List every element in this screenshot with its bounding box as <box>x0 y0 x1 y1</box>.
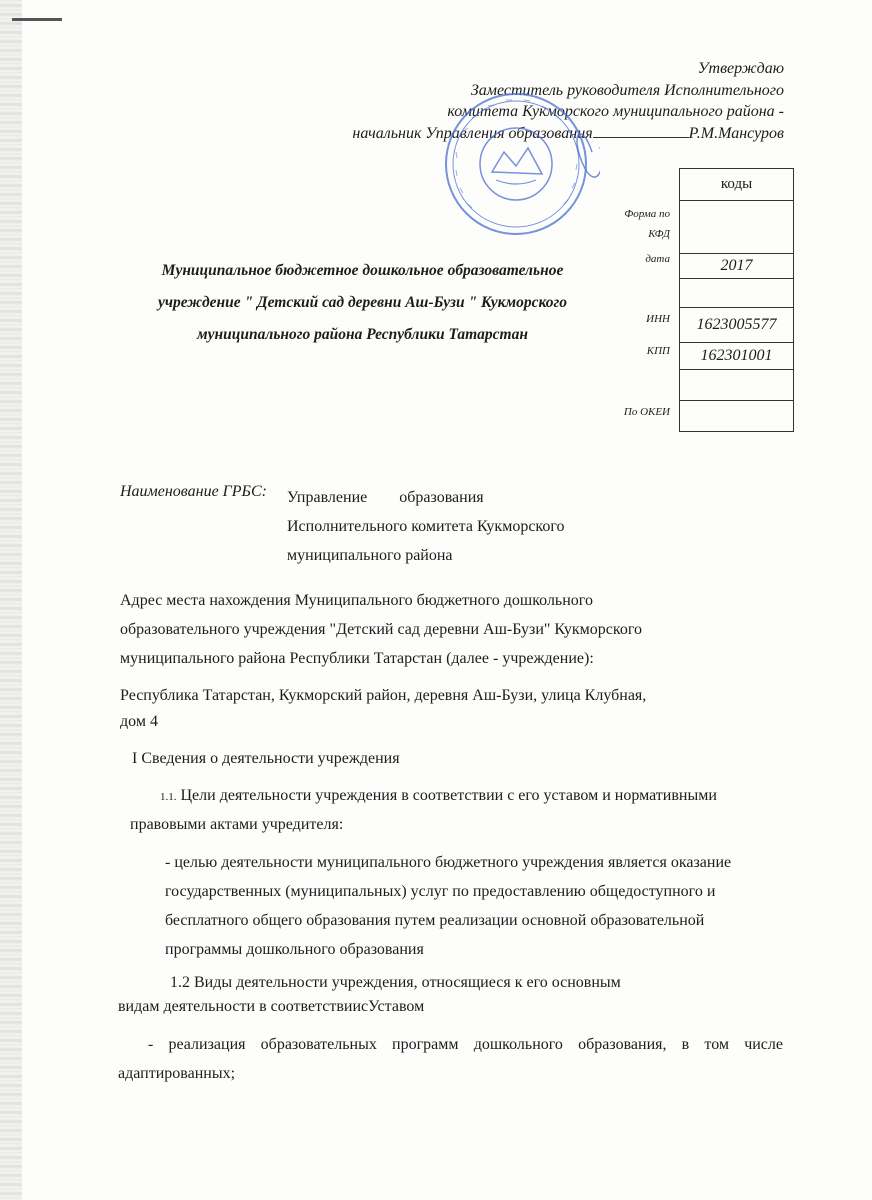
goal-line3: бесплатного общего образования путем реализации основной образовательной <box>165 912 705 929</box>
item-1-2-line2: видам деятельности в соответствиисУставом <box>118 998 425 1015</box>
approval-title: Утверждаю <box>697 60 784 77</box>
official-seal-stamp <box>432 92 600 242</box>
item-1-2-line1: 1.2 Виды деятельности учреждения, относящиеся к его основным <box>170 974 621 991</box>
goal-line1: - целью деятельности муниципального бюджетного учреждения является оказание <box>165 854 732 871</box>
signature-blank <box>593 123 689 138</box>
label-inn: ИНН <box>646 313 670 325</box>
activity-paragraph <box>118 1030 783 1088</box>
codes-cell-okei <box>680 401 794 432</box>
codes-cell-date: 2017 <box>680 254 794 279</box>
codes-cell-blank2 <box>680 370 794 401</box>
item-1-1-line1 <box>160 781 780 812</box>
goal-line4: программы дошкольного образования <box>165 941 424 958</box>
label-date: дата <box>645 253 670 265</box>
address-line4: Республика Татарстан, Кукморский район, деревня Аш-Бузи, улица Клубная, <box>120 687 647 704</box>
grbs-value <box>287 483 617 570</box>
approval-position-line3: начальник Управления образования <box>352 124 593 142</box>
address-line1: Адрес места нахождения Муниципального бюджетного дошкольного <box>120 592 593 609</box>
address-block <box>120 586 760 673</box>
codes-header: коды <box>680 169 794 201</box>
grbs-line2: Исполнительного комитета Кукморского <box>287 518 565 535</box>
label-kfd: Форма по КФД <box>624 208 670 240</box>
codes-cell-kpp: 162301001 <box>680 343 794 370</box>
grbs-line1: Управление образования <box>287 489 484 506</box>
item-1-1-number: 1.1. <box>160 791 177 803</box>
address-details <box>120 683 760 735</box>
codes-table <box>679 168 794 432</box>
section-title: I Сведения о деятельности учреждения <box>132 750 400 767</box>
label-okei: По ОКЕИ <box>623 406 670 418</box>
item-1-1-text: Цели деятельности учреждения в соответствии с его уставом и нормативными <box>180 787 717 804</box>
address-line2: образовательного учреждения "Детский сад деревни Аш-Бузи" Кукморского <box>120 621 643 638</box>
codes-cell-inn: 1623005577 <box>680 308 794 343</box>
activity-line1: - реализация образовательных программ дошкольного образования, в том числе <box>148 1036 783 1053</box>
grbs-line3: муниципального района <box>287 547 453 564</box>
goal-paragraph <box>165 848 785 964</box>
scan-left-edge <box>0 0 22 1200</box>
approval-position-line2: комитета Кукморского муниципального района - <box>447 103 784 120</box>
address-line5: дом 4 <box>120 713 158 730</box>
corner-mark <box>12 18 62 21</box>
activity-line2: адаптированных; <box>118 1065 236 1082</box>
organization-name: Муниципальное бюджетное дошкольное образовательное учреждение " Детский сад деревни Аш-Бузи " Кукморского муниципального района Республики Татарстан <box>157 262 568 343</box>
label-kpp: КПП <box>646 345 670 357</box>
address-line3: муниципального района Республики Татарстан (далее - учреждение): <box>120 650 594 667</box>
goal-line2: государственных (муниципальных) услуг по предоставлению общедоступного и <box>165 883 716 900</box>
approval-position-line1: Заместитель руководителя Исполнительного <box>470 81 784 99</box>
grbs-label: Наименование ГРБС: <box>120 483 267 500</box>
codes-cell-blank1 <box>680 279 794 308</box>
codes-cell-kfd <box>680 201 794 254</box>
approver-name: Р.М.Мансуров <box>688 124 784 142</box>
item-1-1-line2: правовыми актами учредителя: <box>130 816 344 833</box>
